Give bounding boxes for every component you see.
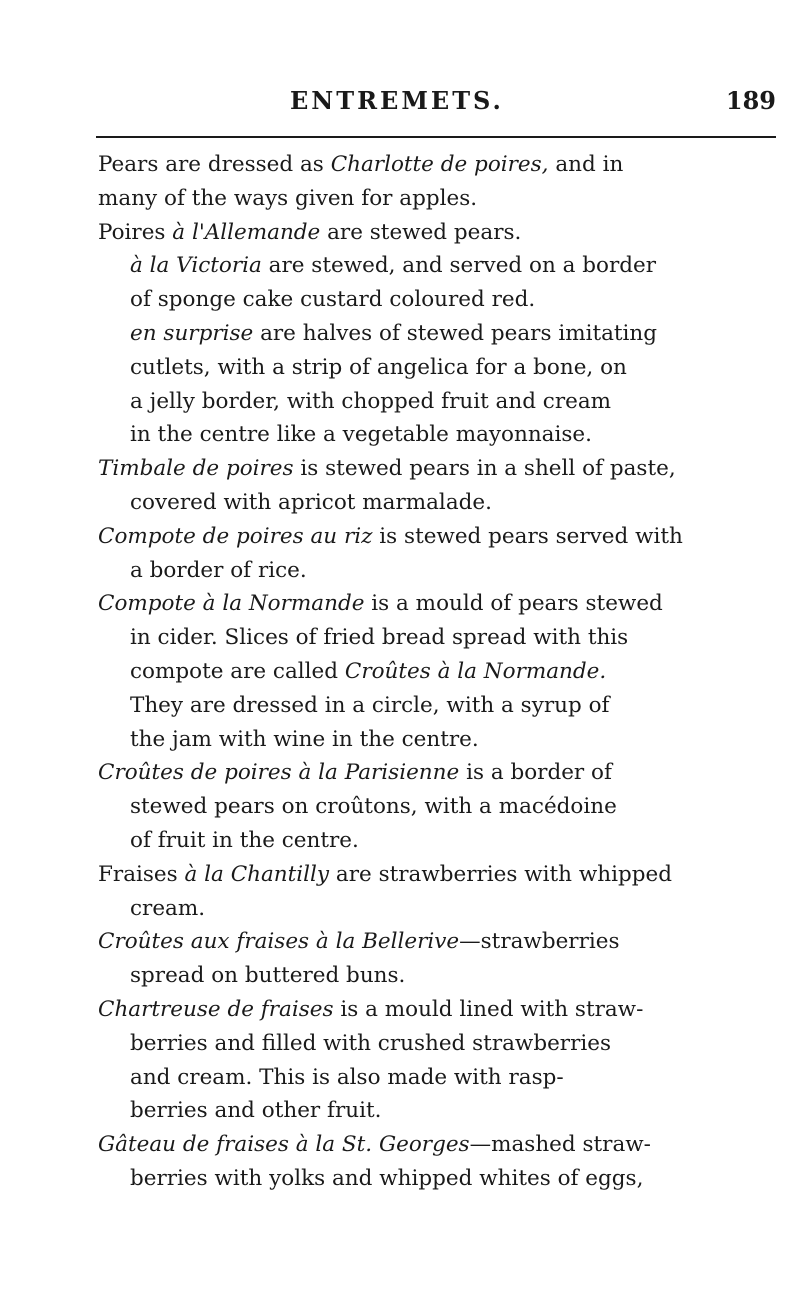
italic-term: Gâteau de fraises à la St. Georges bbox=[98, 1132, 470, 1158]
text-run: are stewed pears. bbox=[320, 219, 522, 245]
running-title: ENTREMETS. bbox=[290, 86, 504, 115]
italic-term: en surprise bbox=[130, 320, 254, 346]
italic-term: Croûtes de poires à la Parisienne bbox=[98, 760, 460, 786]
text-line bbox=[98, 554, 780, 588]
text-line bbox=[98, 351, 780, 385]
text-run: Pears are dressed as bbox=[98, 152, 331, 177]
text-run: stewed pears on croûtons, with a macédoine bbox=[130, 794, 617, 820]
text-run: is a mould lined with straw- bbox=[333, 996, 644, 1022]
text-line bbox=[98, 1061, 780, 1095]
text-line bbox=[98, 756, 780, 790]
text-line bbox=[98, 925, 780, 959]
text-line bbox=[98, 452, 780, 486]
text-run: a jelly border, with chopped fruit and cream bbox=[130, 388, 612, 414]
text-line bbox=[98, 1094, 780, 1128]
text-run: berries and other fruit. bbox=[130, 1098, 382, 1124]
text-line bbox=[98, 486, 780, 520]
italic-term: Compote de poires au riz bbox=[98, 523, 373, 549]
text-line bbox=[98, 1027, 780, 1061]
text-line bbox=[98, 959, 780, 993]
text-run: are halves of stewed pears imitating bbox=[253, 320, 658, 346]
text-run: compote are called bbox=[130, 658, 345, 684]
italic-term: à la Victoria bbox=[130, 253, 262, 279]
text-line bbox=[98, 520, 780, 554]
italic-term: Timbale de poires bbox=[98, 456, 294, 482]
text-run: a border of rice. bbox=[130, 557, 307, 583]
text-line bbox=[98, 317, 780, 351]
text-run: cutlets, with a strip of angelica for a bone, on bbox=[130, 354, 627, 380]
text-line bbox=[98, 283, 780, 317]
text-line bbox=[98, 1162, 780, 1196]
text-line bbox=[98, 249, 780, 283]
text-line bbox=[98, 385, 780, 419]
text-run: berries with yolks and whipped whites of eggs, bbox=[130, 1165, 644, 1191]
header-rule bbox=[96, 136, 776, 138]
text-run: cream. bbox=[130, 895, 206, 921]
text-run: many of the ways given for apples. bbox=[98, 185, 478, 211]
italic-term: Croûtes aux fraises à la Bellerive bbox=[98, 929, 460, 955]
text-line bbox=[98, 148, 780, 182]
text-line bbox=[98, 587, 780, 621]
text-run: spread on buttered buns. bbox=[130, 963, 406, 989]
page-header bbox=[96, 86, 776, 122]
text-line bbox=[98, 182, 780, 216]
text-run: Fraises bbox=[98, 861, 185, 887]
text-line bbox=[98, 993, 780, 1027]
italic-term: Charlotte de poires, bbox=[330, 152, 549, 177]
text-run: are stewed, and served on a border bbox=[261, 253, 657, 279]
text-run: in the centre like a vegetable mayonnaise. bbox=[130, 422, 592, 448]
text-line bbox=[98, 824, 780, 858]
page-number: 189 bbox=[725, 86, 776, 115]
text-run: is a mould of pears stewed bbox=[364, 591, 663, 617]
text-run: Poires bbox=[98, 219, 173, 245]
text-line bbox=[98, 723, 780, 757]
body-text bbox=[98, 148, 780, 1196]
text-line bbox=[98, 418, 780, 452]
text-run: and cream. This is also made with rasp- bbox=[130, 1064, 564, 1090]
italic-term: à la Chantilly bbox=[184, 861, 330, 887]
text-line bbox=[98, 892, 780, 926]
italic-term: Compote à la Normande bbox=[98, 591, 365, 617]
text-run: are strawberries with whipped bbox=[329, 861, 672, 887]
text-line bbox=[98, 790, 780, 824]
text-run: is stewed pears in a shell of paste, bbox=[293, 456, 676, 482]
text-line bbox=[98, 655, 780, 689]
italic-term: à l'Allemande bbox=[172, 219, 321, 245]
text-run: —mashed straw- bbox=[469, 1132, 651, 1158]
text-run: is a border of bbox=[459, 760, 612, 786]
text-line bbox=[98, 1128, 780, 1162]
italic-term: Chartreuse de fraises bbox=[98, 996, 334, 1022]
text-line bbox=[98, 689, 780, 723]
text-run: in cider. Slices of fried bread spread with this bbox=[130, 625, 629, 651]
text-run: They are dressed in a circle, with a syrup of bbox=[130, 692, 610, 718]
text-line bbox=[98, 216, 780, 250]
text-line bbox=[98, 621, 780, 655]
text-run: berries and filled with crushed strawberries bbox=[130, 1030, 611, 1056]
text-run: the jam with wine in the centre. bbox=[130, 726, 479, 752]
text-run: and in bbox=[548, 152, 624, 177]
text-run: of fruit in the centre. bbox=[130, 827, 359, 853]
text-line bbox=[98, 858, 780, 892]
text-run: of sponge cake custard coloured red. bbox=[130, 287, 536, 313]
text-run: is stewed pears served with bbox=[372, 523, 683, 549]
text-run: —strawberries bbox=[459, 929, 620, 955]
text-run: covered with apricot marmalade. bbox=[130, 489, 492, 515]
italic-term: Croûtes à la Normande. bbox=[344, 658, 607, 684]
